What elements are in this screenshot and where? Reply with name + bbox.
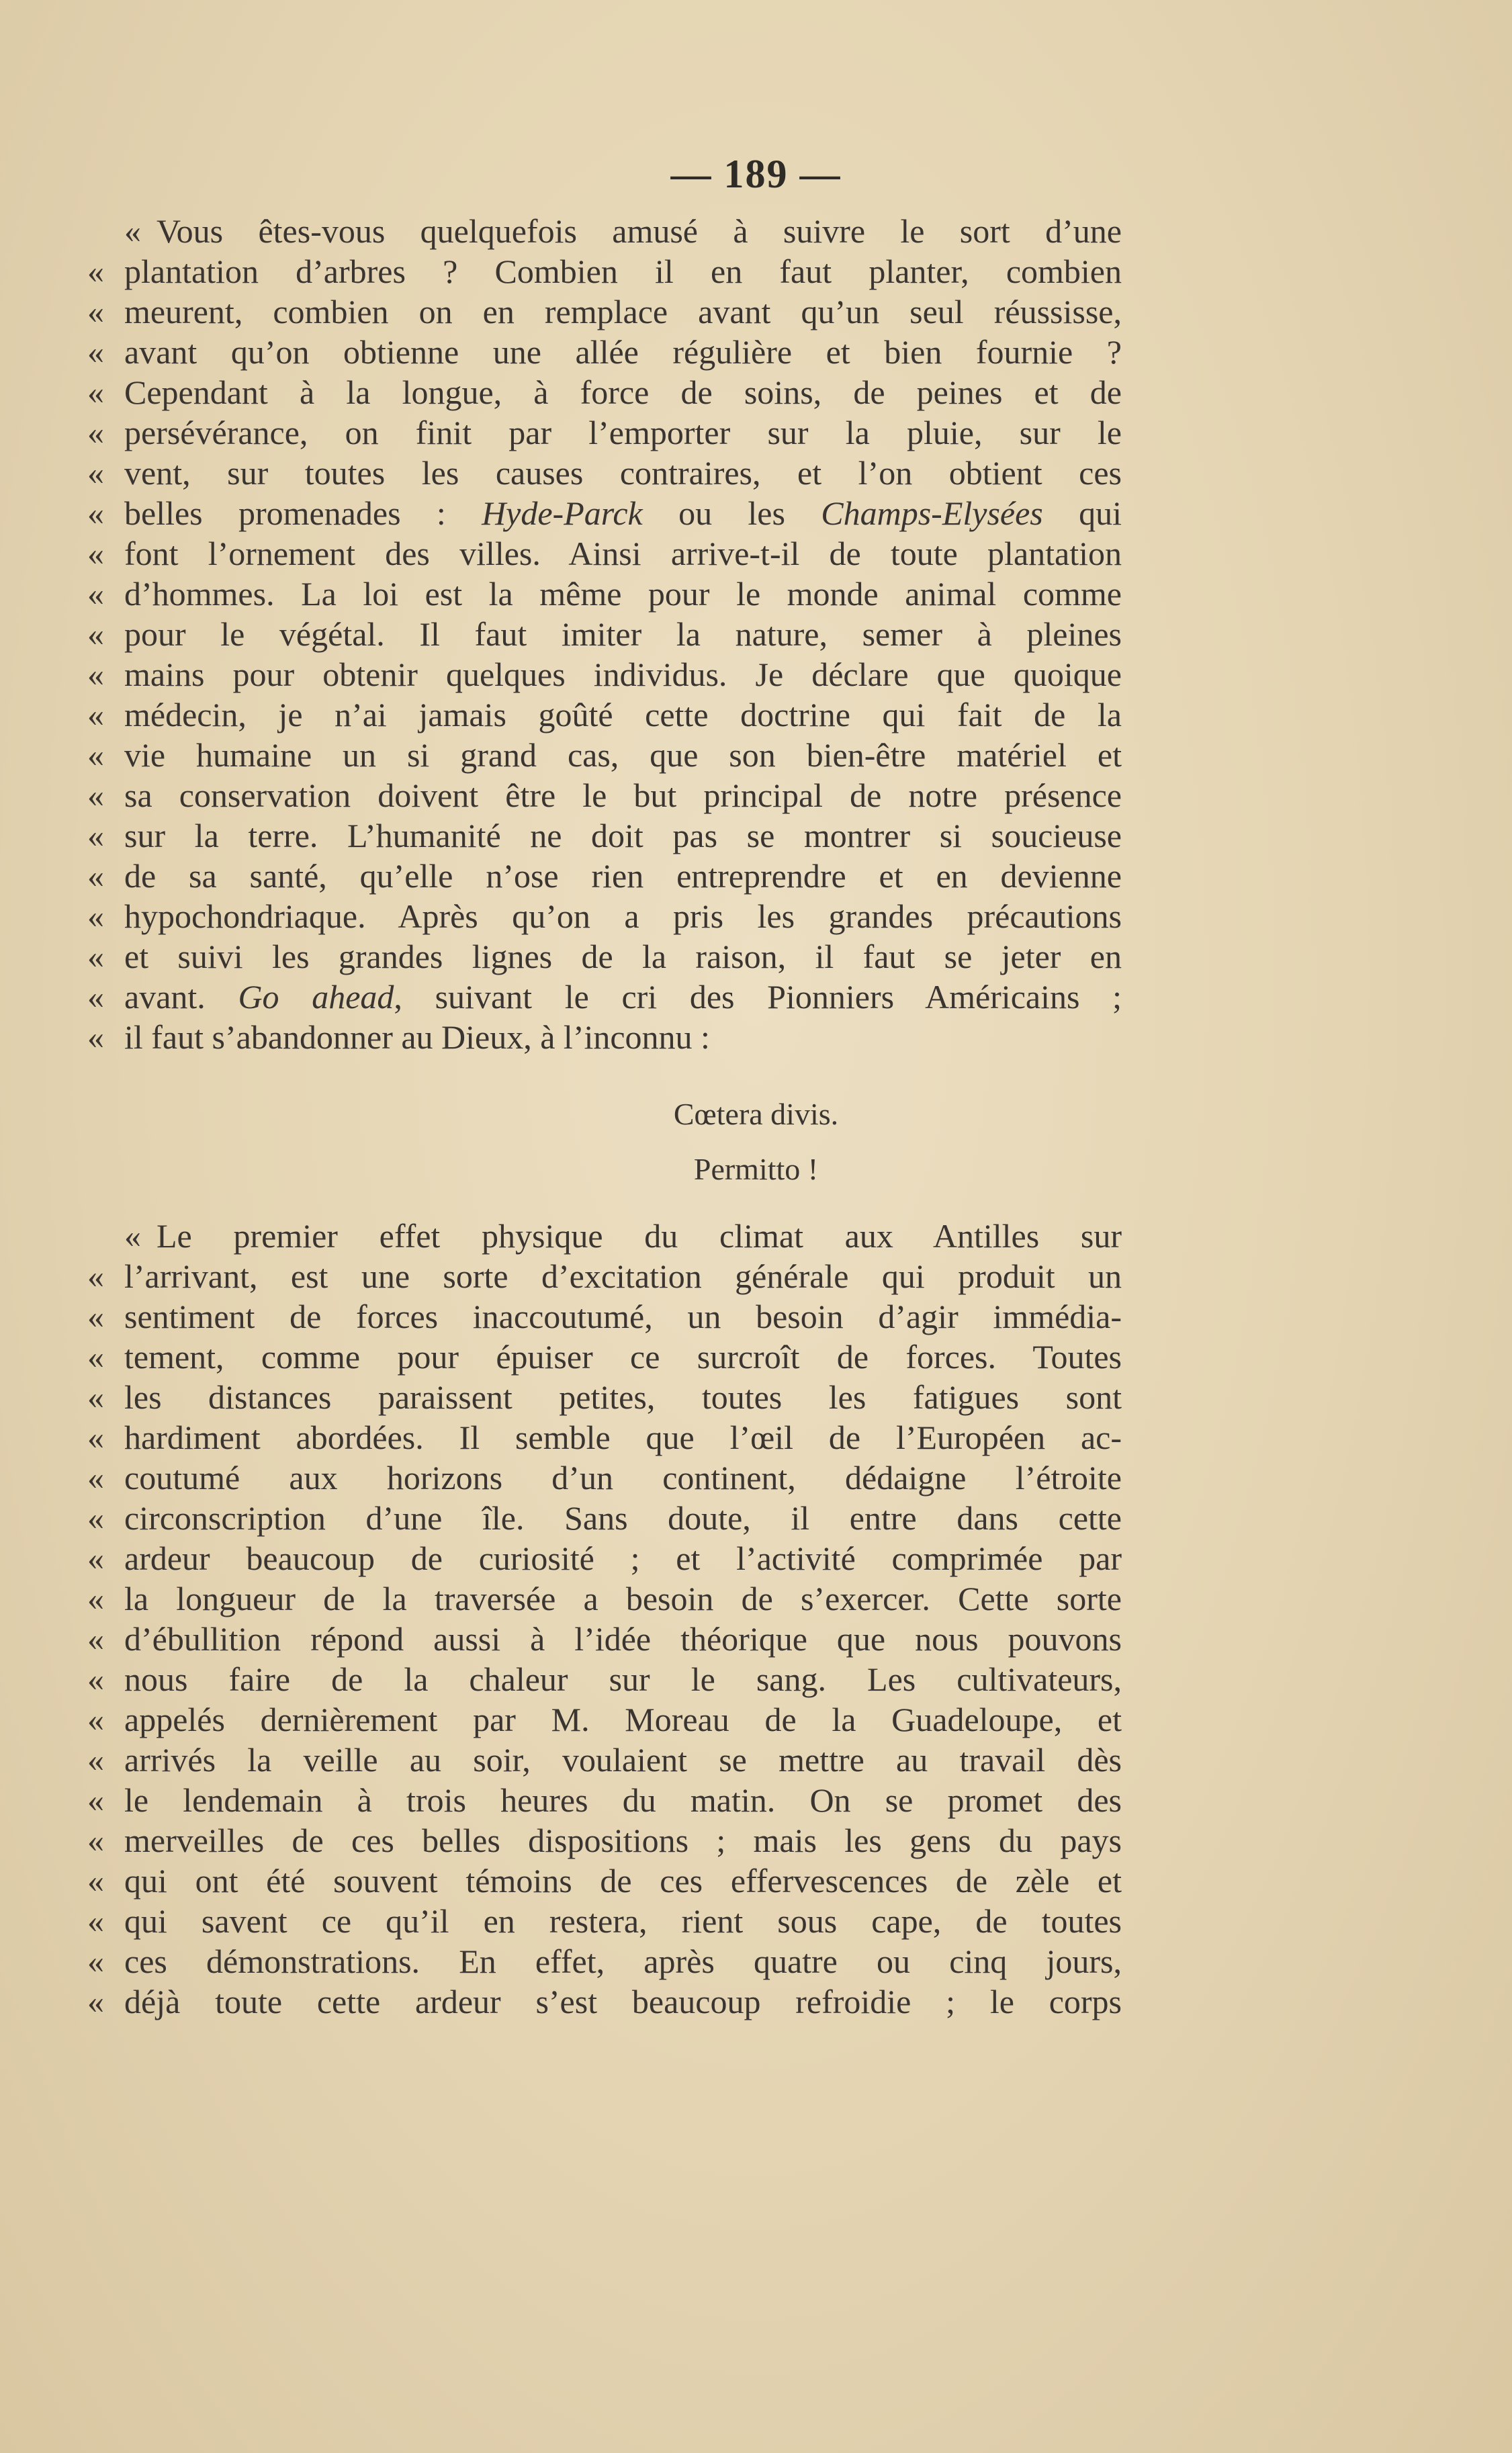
text-line — [87, 654, 1122, 695]
guillemet: « — [87, 1419, 104, 1456]
text-line — [87, 1941, 1122, 1981]
guillemet: « — [87, 776, 104, 814]
guillemet: « — [87, 1660, 104, 1698]
guillemet: « — [87, 817, 104, 854]
line-text: nous faire de la chaleur sur le sang. Les cultivateurs, — [124, 1660, 1122, 1698]
line-text: qui savent ce qu’il en restera, rient sous cape, de toutes — [124, 1902, 1122, 1940]
text-line — [87, 292, 1122, 332]
guillemet: « — [87, 1862, 104, 1900]
line-text: Le premier effet physique du climat aux Antilles sur — [157, 1217, 1122, 1255]
line-text: font l’ornement des villes. Ainsi arrive-t-il de toute plantation — [124, 535, 1122, 572]
line-text: Cependant à la longue, à force de soins, de peines et de — [124, 373, 1122, 411]
text-line — [87, 453, 1122, 493]
line-text: hardiment abordées. Il semble que l’œil de l’Européen ac- — [124, 1419, 1122, 1456]
line-text: vent, sur toutes les causes contraires, et l’on obtient ces — [124, 454, 1122, 492]
guillemet: « — [87, 1620, 104, 1658]
verse-line-2: Permitto ! — [693, 1152, 819, 1186]
line-text: ces démonstrations. En effet, après quatre ou cinq jours, — [124, 1943, 1122, 1980]
guillemet: « — [87, 696, 104, 733]
line-text: circonscription d’une île. Sans doute, il entre dans cette — [124, 1499, 1122, 1537]
guillemet: « — [87, 1338, 104, 1376]
line-text: d’ébullition répond aussi à l’idée théorique que nous pouvons — [124, 1620, 1122, 1658]
line-text: les distances paraissent petites, toutes les fatigues sont — [124, 1378, 1122, 1416]
line-text: déjà toute cette ardeur s’est beaucoup refroidie ; le corps — [124, 1983, 1122, 2020]
text-line — [87, 1458, 1122, 1498]
guillemet: « — [87, 1943, 104, 1980]
line-text: merveilles de ces belles dispositions ; mais les gens du pays — [124, 1822, 1122, 1859]
text-segment: , suivant le cri des Pionniers Américains ; — [394, 978, 1122, 1016]
text-line — [87, 1216, 1122, 1256]
text-line — [87, 372, 1122, 412]
guillemet: « — [87, 736, 104, 774]
guillemet: « — [87, 1701, 104, 1738]
text-line — [87, 614, 1122, 654]
text-segment: belles promenades : — [124, 494, 482, 532]
text-line — [87, 1861, 1122, 1901]
guillemet: « — [87, 1741, 104, 1779]
text-line — [87, 1619, 1122, 1659]
guillemet: « — [87, 1781, 104, 1819]
line-text: médecin, je n’ai jamais goûté cette doctrine qui fait de la — [124, 696, 1122, 733]
line-text: mains pour obtenir quelques individus. Je déclare que quoique — [124, 656, 1122, 693]
text-line — [87, 1498, 1122, 1538]
text-line — [87, 1296, 1122, 1337]
text-line — [87, 1377, 1122, 1417]
line-text: plantation d’arbres ? Combien il en faut planter, combien — [124, 253, 1122, 290]
text-line — [87, 695, 1122, 735]
guillemet: « — [87, 575, 104, 613]
line-text: la longueur de la traversée a besoin de s’exercer. Cette sorte — [124, 1580, 1122, 1617]
text-line — [87, 775, 1122, 815]
guillemet: « — [87, 1499, 104, 1537]
guillemet: « — [87, 1983, 104, 2020]
text-line — [87, 533, 1122, 574]
text-line — [87, 735, 1122, 775]
verse-line-1: Cœtera divis. — [673, 1097, 839, 1131]
guillemet: « — [87, 1580, 104, 1617]
line-text: ardeur beaucoup de curiosité ; et l’activité comprimée par — [124, 1540, 1122, 1577]
text-line — [87, 574, 1122, 614]
line-text: meurent, combien on en remplace avant qu’un seul réussisse, — [124, 293, 1122, 330]
line-text: persévérance, on finit par l’emporter sur la pluie, sur le — [124, 414, 1122, 451]
text-line — [87, 211, 1122, 251]
guillemet: « — [87, 656, 104, 693]
guillemet: « — [87, 978, 104, 1016]
text-line — [87, 1740, 1122, 1780]
text-line — [87, 1901, 1122, 1941]
guillemet: « — [87, 1822, 104, 1859]
text-line — [87, 251, 1122, 292]
line-text: sentiment de forces inaccoutumé, un besoin d’agir immédia- — [124, 1298, 1122, 1335]
page-number: — 189 — — [670, 152, 842, 196]
guillemet: « — [87, 1540, 104, 1577]
line-text — [124, 493, 1122, 533]
text-line — [87, 493, 1122, 533]
text-segment: ou les — [642, 494, 821, 532]
line-text: de sa santé, qu’elle n’ose rien entreprendre et en devienne — [124, 857, 1122, 895]
line-text: il faut s’abandonner au Dieux, à l’inconnu : — [124, 1018, 710, 1056]
guillemet: « — [124, 212, 141, 250]
text-line — [87, 1981, 1122, 2022]
guillemet: « — [87, 615, 104, 653]
line-text: et suivi les grandes lignes de la raison, il faut se jeter en — [124, 938, 1122, 975]
guillemet: « — [87, 1018, 104, 1056]
guillemet: « — [87, 897, 104, 935]
text-line — [87, 1699, 1122, 1740]
line-text: coutumé aux horizons d’un continent, dédaigne l’étroite — [124, 1459, 1122, 1497]
line-text: hypochondriaque. Après qu’on a pris les grandes précautions — [124, 897, 1122, 935]
line-text: sur la terre. L’humanité ne doit pas se montrer si soucieuse — [124, 817, 1122, 854]
text-line — [87, 977, 1122, 1017]
guillemet: « — [87, 253, 104, 290]
line-text — [124, 977, 1122, 1017]
text-line — [87, 412, 1122, 453]
guillemet: « — [87, 1902, 104, 1940]
text-line — [87, 1578, 1122, 1619]
line-text: vie humaine un si grand cas, que son bien-être matériel et — [124, 736, 1122, 774]
text-segment: qui — [1042, 494, 1122, 532]
line-text: d’hommes. La loi est la même pour le monde animal comme — [124, 575, 1122, 613]
text-line — [87, 1820, 1122, 1861]
text-line — [87, 856, 1122, 896]
guillemet: « — [87, 373, 104, 411]
guillemet: « — [124, 1217, 141, 1255]
guillemet: « — [87, 494, 104, 532]
text-line — [87, 332, 1122, 372]
guillemet: « — [87, 454, 104, 492]
line-text: appelés dernièrement par M. Moreau de la Guadeloupe, et — [124, 1701, 1122, 1738]
line-text: Vous êtes-vous quelquefois amusé à suivre le sort d’une — [157, 212, 1122, 250]
line-text: le lendemain à trois heures du matin. On se promet des — [124, 1781, 1122, 1819]
text-segment: avant. — [124, 978, 238, 1016]
text-line — [87, 1780, 1122, 1820]
text-line — [87, 896, 1122, 936]
guillemet: « — [87, 1459, 104, 1497]
line-text: arrivés la veille au soir, voulaient se mettre au travail dès — [124, 1741, 1122, 1779]
line-text: pour le végétal. Il faut imiter la nature, semer à pleines — [124, 615, 1122, 653]
line-text: tement, comme pour épuiser ce surcroît de forces. Toutes — [124, 1338, 1122, 1376]
guillemet: « — [87, 1257, 104, 1295]
guillemet: « — [87, 333, 104, 371]
guillemet: « — [87, 938, 104, 975]
text-line — [87, 1256, 1122, 1296]
line-text: l’arrivant, est une sorte d’excitation générale qui produit un — [124, 1257, 1122, 1295]
text-line — [87, 1337, 1122, 1377]
guillemet: « — [87, 1378, 104, 1416]
italic-place-name: Hyde-Parck — [482, 494, 643, 532]
text-line — [87, 1017, 1122, 1057]
line-text: qui ont été souvent témoins de ces effervescences de zèle et — [124, 1862, 1122, 1900]
paragraph-1 — [87, 211, 1122, 1057]
line-text: sa conservation doivent être le but principal de notre présence — [124, 776, 1122, 814]
italic-place-name: Champs-Elysées — [821, 494, 1043, 532]
text-line — [87, 815, 1122, 856]
text-line — [87, 1417, 1122, 1458]
guillemet: « — [87, 857, 104, 895]
text-line — [87, 1659, 1122, 1699]
guillemet: « — [87, 293, 104, 330]
italic-phrase: Go ahead — [238, 978, 394, 1016]
guillemet: « — [87, 414, 104, 451]
paragraph-2 — [87, 1216, 1122, 2022]
text-line — [87, 1538, 1122, 1578]
line-text: avant qu’on obtienne une allée régulière et bien fournie ? — [124, 333, 1122, 371]
guillemet: « — [87, 1298, 104, 1335]
guillemet: « — [87, 535, 104, 572]
text-line — [87, 936, 1122, 977]
